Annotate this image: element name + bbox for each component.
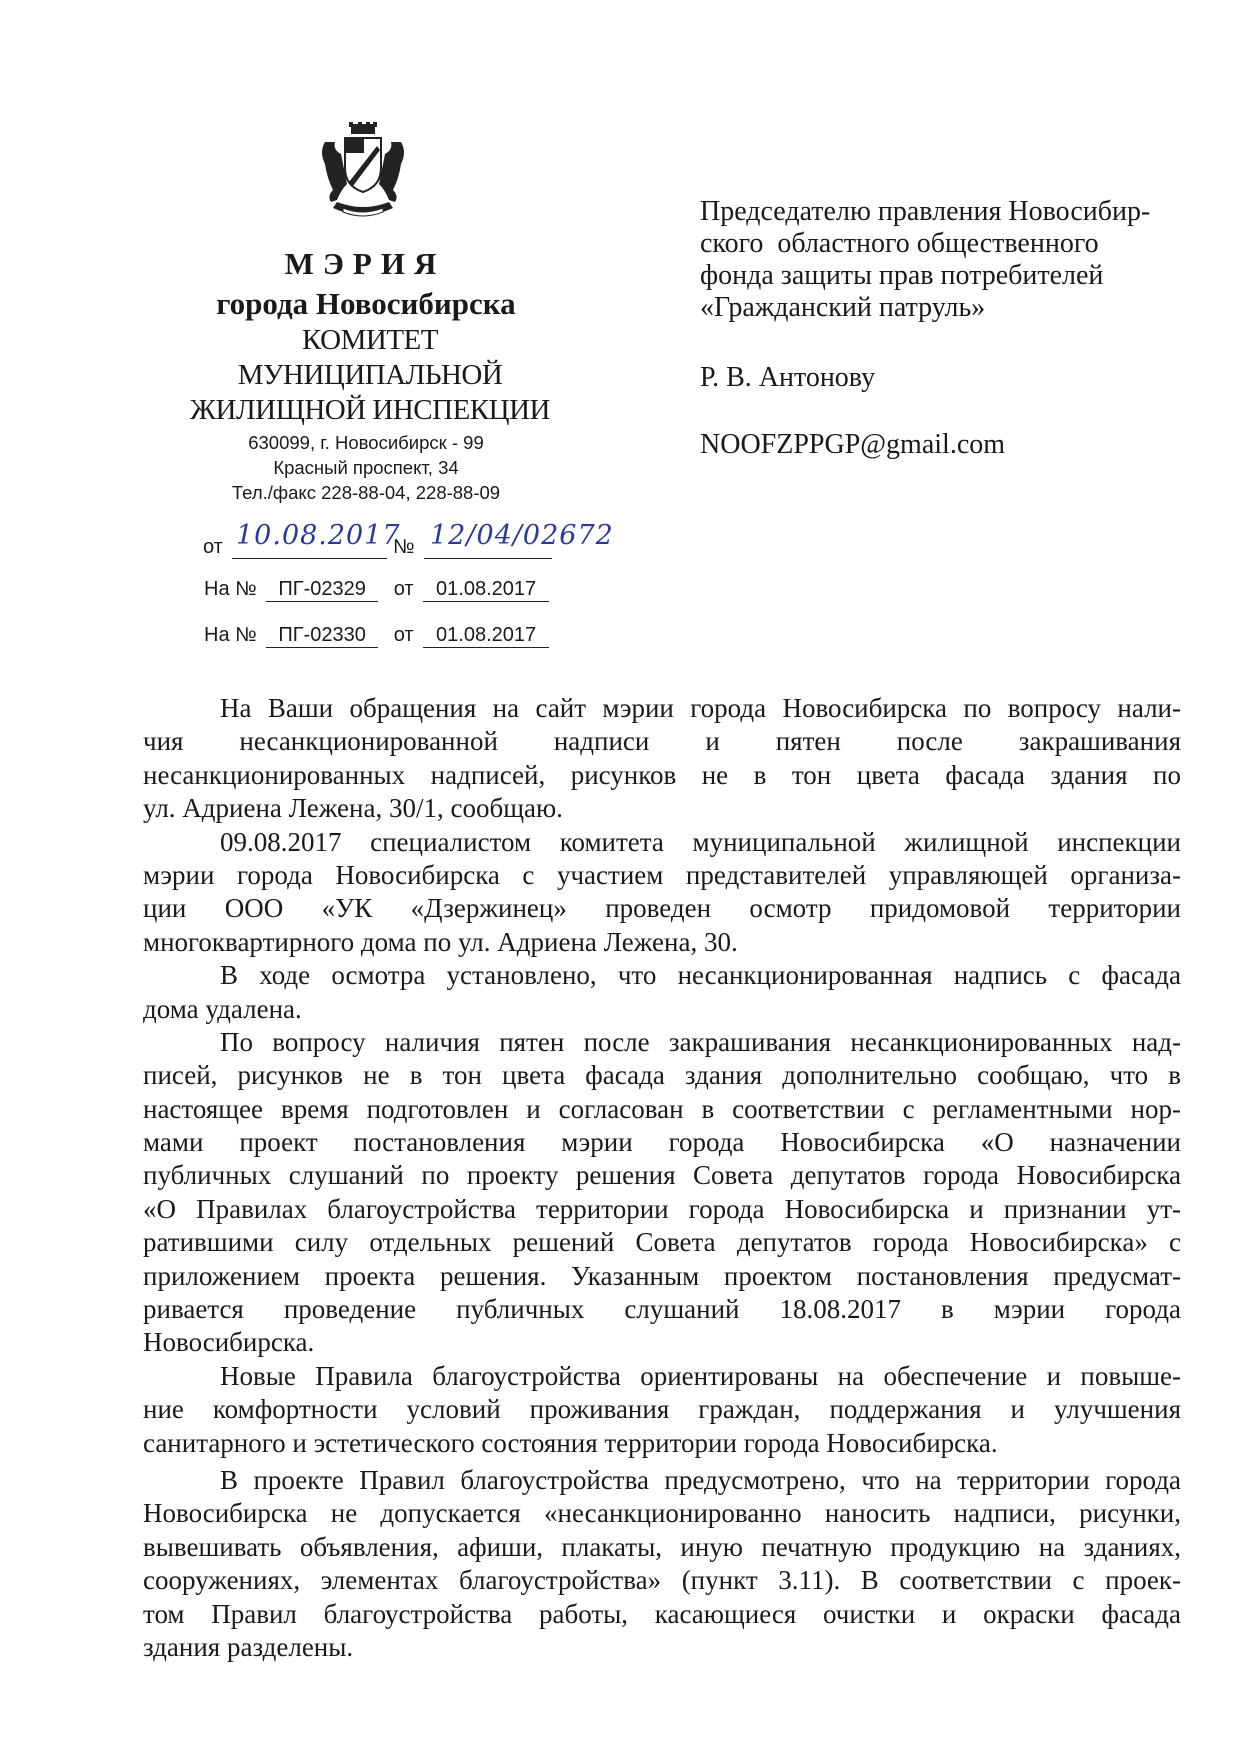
recipient-line: ского областного общественного (700, 228, 1099, 259)
body-line: настоящее время подготовлен и согласован в соответствии с регламентными нор- (143, 1093, 1181, 1124)
body-line: мэрии города Новосибирска с участием представителей управляющей организа- (143, 859, 1181, 890)
body-line: дома удалена. (143, 993, 302, 1024)
body-line: публичных слушаний по проекту решения Совета депутатов города Новосибирска (143, 1160, 1181, 1191)
phone-fax: Тел./факс 228-88-04, 228-88-09 (231, 482, 501, 503)
reply-reference (204, 578, 549, 602)
recipient-line: фонда защиты прав потребителей (700, 260, 1104, 291)
body-line: ривается проведение публичных слушаний 18.08.2017 в мэрии города (143, 1294, 1181, 1325)
body-line: «О Правилах благоустройства территории города Новосибирска и признании ут- (143, 1193, 1181, 1224)
body-line: приложением проекта решения. Указанным проектом постановления предусмат- (143, 1260, 1181, 1291)
from-label: от (203, 536, 223, 558)
postal-address: 630099, г. Новосибирск - 99 (248, 432, 484, 453)
reply-label: На № (204, 624, 257, 646)
body-paragraph (143, 692, 1181, 826)
recipient-email: NOOFZPPGP@gmail.com (700, 429, 1006, 460)
body-line: многоквартирного дома по ул. Адриена Лежена, 30. (143, 926, 738, 957)
body-line: писей, рисунков не в тон цвета фасада здания дополнительно сообщаю, что в (143, 1060, 1181, 1091)
body-paragraph (143, 826, 1181, 960)
reply-number: ПГ-02330 (266, 624, 378, 648)
recipient-name: Р. В. Антонову (700, 362, 876, 393)
city-name: города Новосибирска (216, 286, 516, 321)
handwritten-date: 10.08.2017 (236, 520, 401, 551)
body-line: ул. Адриена Лежена, 30/1, сообщаю. (143, 793, 563, 824)
body-paragraph (143, 959, 1181, 1026)
body-paragraph (143, 1464, 1181, 1664)
body-line: На Ваши обращения на сайт мэрии города Новосибирска по вопросу нали- (220, 693, 1181, 723)
letter-body (143, 692, 1181, 1664)
recipient-line: «Гражданский патруль» (700, 292, 986, 323)
reply-date: 01.08.2017 (423, 578, 549, 602)
reply-from-label: от (393, 624, 414, 646)
handwritten-number: 12/04/02672 (430, 520, 614, 551)
body-line: ратившими силу отдельных решений Совета депутатов города Новосибирска» с (143, 1227, 1181, 1258)
body-line: вывешивать объявления, афиши, плакаты, иную печатную продукцию на зданиях, (143, 1531, 1181, 1562)
body-paragraph (143, 1360, 1181, 1460)
recipient-block (700, 196, 1150, 324)
reply-number: ПГ-02329 (266, 578, 378, 602)
body-line: Новосибирска. (143, 1327, 315, 1358)
body-line: Новые Правила благоустройства ориентированы на обеспечение и повыше- (220, 1360, 1181, 1391)
reply-date: 01.08.2017 (423, 624, 549, 648)
street-address: Красный проспект, 34 (273, 457, 459, 478)
reply-label: На № (204, 578, 257, 600)
body-line: мами проект постановления мэрии города Новосибирска «О назначении (143, 1127, 1181, 1158)
body-line: том Правил благоустройства работы, касающиеся очистки и окраски фасада (143, 1598, 1181, 1629)
body-line: ние комфортности условий проживания граждан, поддержания и улучшения (143, 1394, 1181, 1425)
body-line: В проекте Правил благоустройства предусмотрено, что на территории города (220, 1464, 1181, 1495)
body-line: сооружениях, элементах благоустройства» (пункт 3.11). В соответствии с проек- (143, 1565, 1181, 1596)
body-line: санитарного и эстетического состояния территории города Новосибирска. (143, 1427, 998, 1458)
mayor-office-title: МЭРИЯ (284, 246, 446, 281)
body-line: По вопросу наличия пятен после закрашивания несанкционированных над- (220, 1026, 1181, 1057)
outgoing-reference (203, 520, 653, 560)
body-line: В ходе осмотра установлено, что несанкционированная надпись с фасада (220, 960, 1181, 991)
body-paragraph (143, 1026, 1181, 1360)
committee-title-line3: ЖИЛИЩНОЙ ИНСПЕКЦИИ (190, 394, 550, 426)
body-line: 09.08.2017 специалистом комитета муниципальной жилищной инспекции (220, 826, 1181, 857)
date-field (232, 520, 401, 559)
body-line: чия несанкционированной надписи и пятен после закрашивания (143, 726, 1181, 757)
body-line: несанкционированных надписей, рисунков не в тон цвета фасада здания по (143, 759, 1181, 790)
committee-title: КОМИТЕТ (302, 324, 438, 356)
reply-from-label: от (393, 578, 414, 600)
committee-title-line2: МУНИЦИПАЛЬНОЙ (237, 359, 503, 391)
body-line: Новосибирска не допускается «несанкционированно наносить надписи, рисунки, (143, 1498, 1181, 1529)
number-field (424, 520, 614, 559)
coat-of-arms-emblem (313, 122, 413, 222)
recipient-line: Председателю правления Новосибир- (700, 196, 1151, 227)
reply-reference (204, 624, 549, 648)
body-line: ции ООО «УК «Дзержинец» проведен осмотр придомовой территории (143, 893, 1181, 924)
body-line: здания разделены. (143, 1631, 354, 1662)
number-label: № (393, 536, 415, 558)
